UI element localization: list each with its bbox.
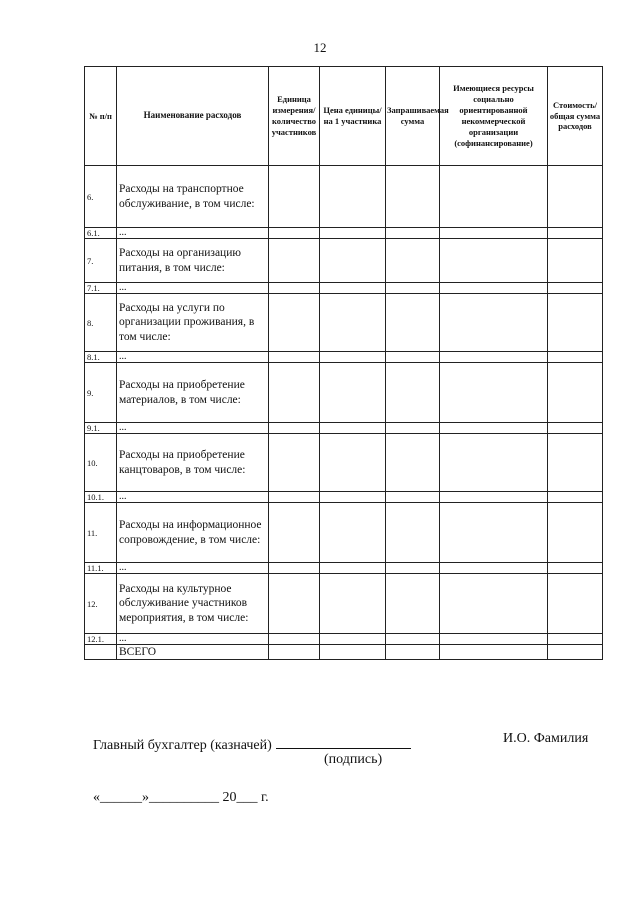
row-value-cell — [440, 423, 548, 434]
col-header-unit-price: Цена единицы/ на 1 участника — [320, 67, 386, 166]
row-number: 7.1. — [85, 283, 117, 294]
signer-name: И.О. Фамилия — [503, 731, 589, 746]
row-value-cell — [440, 363, 548, 423]
row-number: 9. — [85, 363, 117, 423]
row-value-cell — [548, 228, 603, 239]
col-header-own-resources: Имеющиеся ресурсы социально ориентированной некоммерческой организации (софинансирование) — [440, 67, 548, 166]
row-value-cell — [440, 352, 548, 363]
signature-blank — [276, 734, 411, 749]
row-expense-name: ... — [117, 492, 269, 503]
row-number: 11. — [85, 503, 117, 563]
row-value-cell — [269, 166, 320, 228]
row-value-cell — [320, 283, 386, 294]
row-value-cell — [320, 352, 386, 363]
row-value-cell — [320, 503, 386, 563]
table-header-row — [85, 67, 603, 166]
row-value-cell — [440, 634, 548, 645]
row-value-cell — [269, 352, 320, 363]
row-value-cell — [269, 283, 320, 294]
row-value-cell — [320, 634, 386, 645]
row-value-cell — [548, 239, 603, 283]
table-row — [85, 166, 603, 228]
row-value-cell — [548, 283, 603, 294]
row-number: 11.1. — [85, 563, 117, 574]
row-expense-name: ... — [117, 228, 269, 239]
row-value-cell — [269, 503, 320, 563]
row-value-cell — [548, 574, 603, 634]
row-value-cell — [320, 166, 386, 228]
row-value-cell — [386, 503, 440, 563]
row-value-cell — [386, 574, 440, 634]
col-header-requested-sum: Запрашиваемая сумма — [386, 67, 440, 166]
row-value-cell — [386, 166, 440, 228]
row-value-cell — [548, 294, 603, 352]
row-number: 8. — [85, 294, 117, 352]
row-value-cell — [320, 294, 386, 352]
row-expense-name: ВСЕГО — [117, 645, 269, 660]
row-value-cell — [320, 492, 386, 503]
date-line: «______»__________ 20___ г. — [93, 790, 269, 805]
row-number: 9.1. — [85, 423, 117, 434]
row-value-cell — [386, 423, 440, 434]
row-value-cell — [320, 645, 386, 660]
table-row — [85, 228, 603, 239]
col-header-expense-name: Наименование расходов — [117, 67, 269, 166]
row-value-cell — [320, 423, 386, 434]
row-number: 12.1. — [85, 634, 117, 645]
row-value-cell — [386, 434, 440, 492]
row-value-cell — [269, 634, 320, 645]
row-value-cell — [269, 563, 320, 574]
row-value-cell — [386, 228, 440, 239]
row-number — [85, 645, 117, 660]
row-number: 8.1. — [85, 352, 117, 363]
table-row — [85, 283, 603, 294]
row-value-cell — [440, 166, 548, 228]
row-value-cell — [548, 563, 603, 574]
row-value-cell — [269, 492, 320, 503]
row-value-cell — [269, 645, 320, 660]
row-expense-name: Расходы на приобретение канцтоваров, в том числе: — [117, 434, 269, 492]
row-number: 10.1. — [85, 492, 117, 503]
row-value-cell — [320, 363, 386, 423]
table-row — [85, 434, 603, 492]
table-row — [85, 492, 603, 503]
row-value-cell — [548, 166, 603, 228]
row-value-cell — [386, 634, 440, 645]
row-value-cell — [320, 228, 386, 239]
row-value-cell — [440, 492, 548, 503]
table-row — [85, 503, 603, 563]
row-value-cell — [548, 492, 603, 503]
row-value-cell — [386, 239, 440, 283]
row-value-cell — [320, 239, 386, 283]
row-value-cell — [440, 239, 548, 283]
row-expense-name: Расходы на организацию питания, в том числе: — [117, 239, 269, 283]
table-row — [85, 294, 603, 352]
table-row — [85, 239, 603, 283]
col-header-number: № п/п — [85, 67, 117, 166]
row-value-cell — [548, 423, 603, 434]
row-value-cell — [548, 363, 603, 423]
row-expense-name: ... — [117, 423, 269, 434]
row-expense-name: Расходы на культурное обслуживание участников мероприятия, в том числе: — [117, 574, 269, 634]
row-value-cell — [386, 492, 440, 503]
row-value-cell — [548, 503, 603, 563]
table-row — [85, 574, 603, 634]
chief-accountant-signature — [93, 734, 411, 754]
row-value-cell — [386, 645, 440, 660]
row-expense-name: Расходы на транспортное обслуживание, в том числе: — [117, 166, 269, 228]
row-expense-name: Расходы на информационное сопровождение, в том числе: — [117, 503, 269, 563]
row-value-cell — [386, 283, 440, 294]
row-value-cell — [440, 503, 548, 563]
table-row — [85, 563, 603, 574]
row-value-cell — [386, 563, 440, 574]
row-expense-name: ... — [117, 283, 269, 294]
row-value-cell — [440, 283, 548, 294]
row-value-cell — [440, 574, 548, 634]
row-value-cell — [320, 434, 386, 492]
row-number: 7. — [85, 239, 117, 283]
row-value-cell — [269, 228, 320, 239]
chief-accountant-label: Главный бухгалтер (казначей) — [93, 738, 272, 753]
row-value-cell — [320, 574, 386, 634]
col-header-total-cost: Стоимость/ общая сумма расходов — [548, 67, 603, 166]
row-value-cell — [386, 294, 440, 352]
row-value-cell — [548, 645, 603, 660]
row-value-cell — [269, 239, 320, 283]
row-expense-name: Расходы на приобретение материалов, в том числе: — [117, 363, 269, 423]
table-body — [85, 166, 603, 660]
row-value-cell — [320, 563, 386, 574]
row-value-cell — [386, 352, 440, 363]
row-number: 6. — [85, 166, 117, 228]
row-expense-name: ... — [117, 352, 269, 363]
row-value-cell — [386, 363, 440, 423]
row-value-cell — [269, 574, 320, 634]
row-expense-name: ... — [117, 563, 269, 574]
row-value-cell — [440, 434, 548, 492]
table-row — [85, 423, 603, 434]
row-value-cell — [548, 352, 603, 363]
row-value-cell — [269, 434, 320, 492]
expenses-table — [84, 66, 603, 660]
row-expense-name: ... — [117, 634, 269, 645]
row-value-cell — [440, 645, 548, 660]
row-number: 10. — [85, 434, 117, 492]
row-value-cell — [269, 294, 320, 352]
signature-caption: (подпись) — [324, 752, 383, 767]
row-number: 6.1. — [85, 228, 117, 239]
row-value-cell — [548, 634, 603, 645]
row-value-cell — [269, 423, 320, 434]
table-row — [85, 363, 603, 423]
row-value-cell — [269, 363, 320, 423]
col-header-unit: Единица измерения/ количество участников — [269, 67, 320, 166]
table-row — [85, 352, 603, 363]
row-value-cell — [548, 434, 603, 492]
table-row — [85, 634, 603, 645]
page-number: 12 — [313, 40, 327, 55]
row-value-cell — [440, 294, 548, 352]
row-number: 12. — [85, 574, 117, 634]
row-expense-name: Расходы на услуги по организации проживания, в том числе: — [117, 294, 269, 352]
row-value-cell — [440, 228, 548, 239]
table-row — [85, 645, 603, 660]
row-value-cell — [440, 563, 548, 574]
